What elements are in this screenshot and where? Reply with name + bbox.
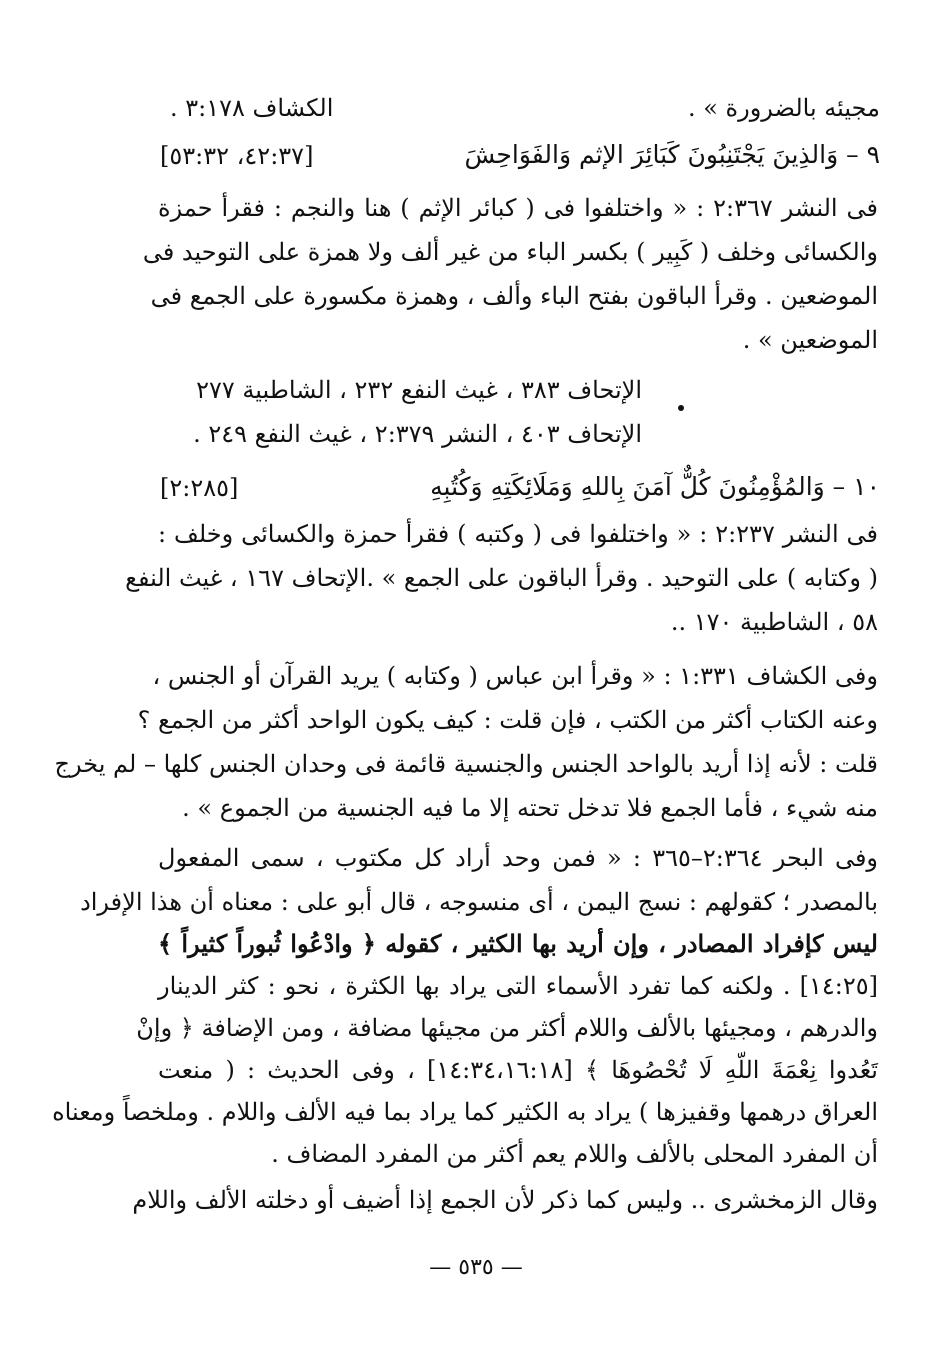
para1-line-1: فى النشر ٢:٣٦٧ : « واختلفوا فى ( كبائر الإثم ) هنا والنجم : فقرأ حمزة: [158, 194, 879, 222]
para2-line-1: فى النشر ٢:٢٣٧ : « واختلفوا فى ( وكتبه ) فقرأ حمزة والكسائى وخلف :: [158, 520, 878, 548]
refs-line-2: الإتحاف ٤٠٣ ، النشر ٢:٣٧٩ ، غيث النفع ٢٤٩ .: [193, 420, 642, 448]
para3-line-4: منه شيء ، فأما الجمع فلا تدخل تحته إلا ما فيه الجنسية من الجموع » .: [182, 794, 878, 822]
para4-line-2: بالمصدر ؛ كقولهم : نسج اليمن ، أى منسوجه ، قال أبو على : معناه أن هذا الإفراد: [80, 888, 878, 916]
para4-line-3: ليس كإفراد المصادر ، وإن أريد بها الكثير ، كقوله ﴿ وادْعُوا ثُبوراً كثيراً ﴾: [158, 929, 878, 958]
para3-line-2: وعنه الكتاب أكثر من الكتب ، فإن قلت : كيف يكون الواحد أكثر من الجمع ؟: [137, 706, 878, 734]
para4-line-4: [١٤:٢٥] . ولكنه كما تفرد الأسماء التى يراد بها الكثرة ، نحو : كثر الدينار: [158, 972, 878, 1000]
para4-line-8: أن المفرد المحلى بالألف واللام يعم أكثر من المفرد المضاف .: [271, 1140, 878, 1168]
verse-10: ١٠ – وَالمُؤْمِنُونَ كُلٌّ آمَنَ بِاللهِ وَمَلَائِكَتِهِ وَكُتُبِهِ: [430, 472, 880, 501]
para4-line-6: تَعُدوا نِعْمَةَ اللّهِ لَا تُحْصُوهَا ﴾ [١٤:٣٤،١٦:١٨] ، وفى الحديث : ( منعت: [158, 1056, 878, 1084]
para4-line-1: وفى البحر ٢:٣٦٤–٣٦٥ : « فمن وحد أراد كل مكتوب ، سمى المفعول: [158, 844, 879, 872]
para1-line-4: الموضعين » .: [742, 326, 878, 354]
verse-9: ٩ – وَالذِينَ يَجْتَنِبُونَ كَبَائِرَ الإثم وَالفَوَاحِشَ: [464, 140, 880, 169]
verse-10-ref: [٢:٢٨٥]: [160, 474, 239, 502]
para2-line-3: ٥٨ ، الشاطبية ١٧٠ ..: [670, 608, 878, 636]
para5-line-1: وقال الزمخشرى .. وليس كما ذكر لأن الجمع إذا أضيف أو دخلته الألف واللام: [132, 1186, 878, 1214]
stray-dot: [678, 405, 684, 411]
page-number: — ٥٣٥ —: [429, 1255, 523, 1280]
header-left: الكشاف ٣:١٧٨ .: [170, 94, 334, 122]
para3-line-1: وفى الكشاف ١:٣٣١ : « وقرأ ابن عباس ( وكتابه ) يريد القرآن أو الجنس ،: [152, 662, 878, 690]
verse-9-ref: [٤٢:٣٧، ٥٣:٣٢]: [160, 142, 314, 170]
para4-line-7: العراق درهمها وقفيزها ) يراد به الكثير كما يراد بما فيه الألف واللام . وملخصاً ومعناه: [52, 1098, 878, 1126]
para3-line-3: قلت : لأنه إذا أريد بالواحد الجنس والجنسية قائمة فى وحدان الجنس كلها – لم يخرج: [54, 750, 878, 778]
para1-line-2: والكسائى وخلف ( كَبِير ) بكسر الباء من غير ألف ولا همزة على التوحيد فى: [142, 238, 878, 266]
header-right: مجيئه بالضرورة » .: [687, 94, 880, 122]
para4-line-5: والدرهم ، ومجيئها بالألف واللام أكثر من مجيئها مضافة ، ومن الإضافة ﴿ وإنْ: [136, 1014, 878, 1042]
para1-line-3: الموضعين . وقرأ الباقون بفتح الباء وألف ، وهمزة مكسورة على الجمع فى: [150, 282, 878, 310]
refs-line-1: الإتحاف ٣٨٣ ، غيث النفع ٢٣٢ ، الشاطبية ٢٧٧: [196, 376, 642, 404]
para2-line-2: ( وكتابه ) على التوحيد . وقرأ الباقون على الجمع » .الإتحاف ١٦٧ ، غيث النفع: [125, 564, 878, 592]
